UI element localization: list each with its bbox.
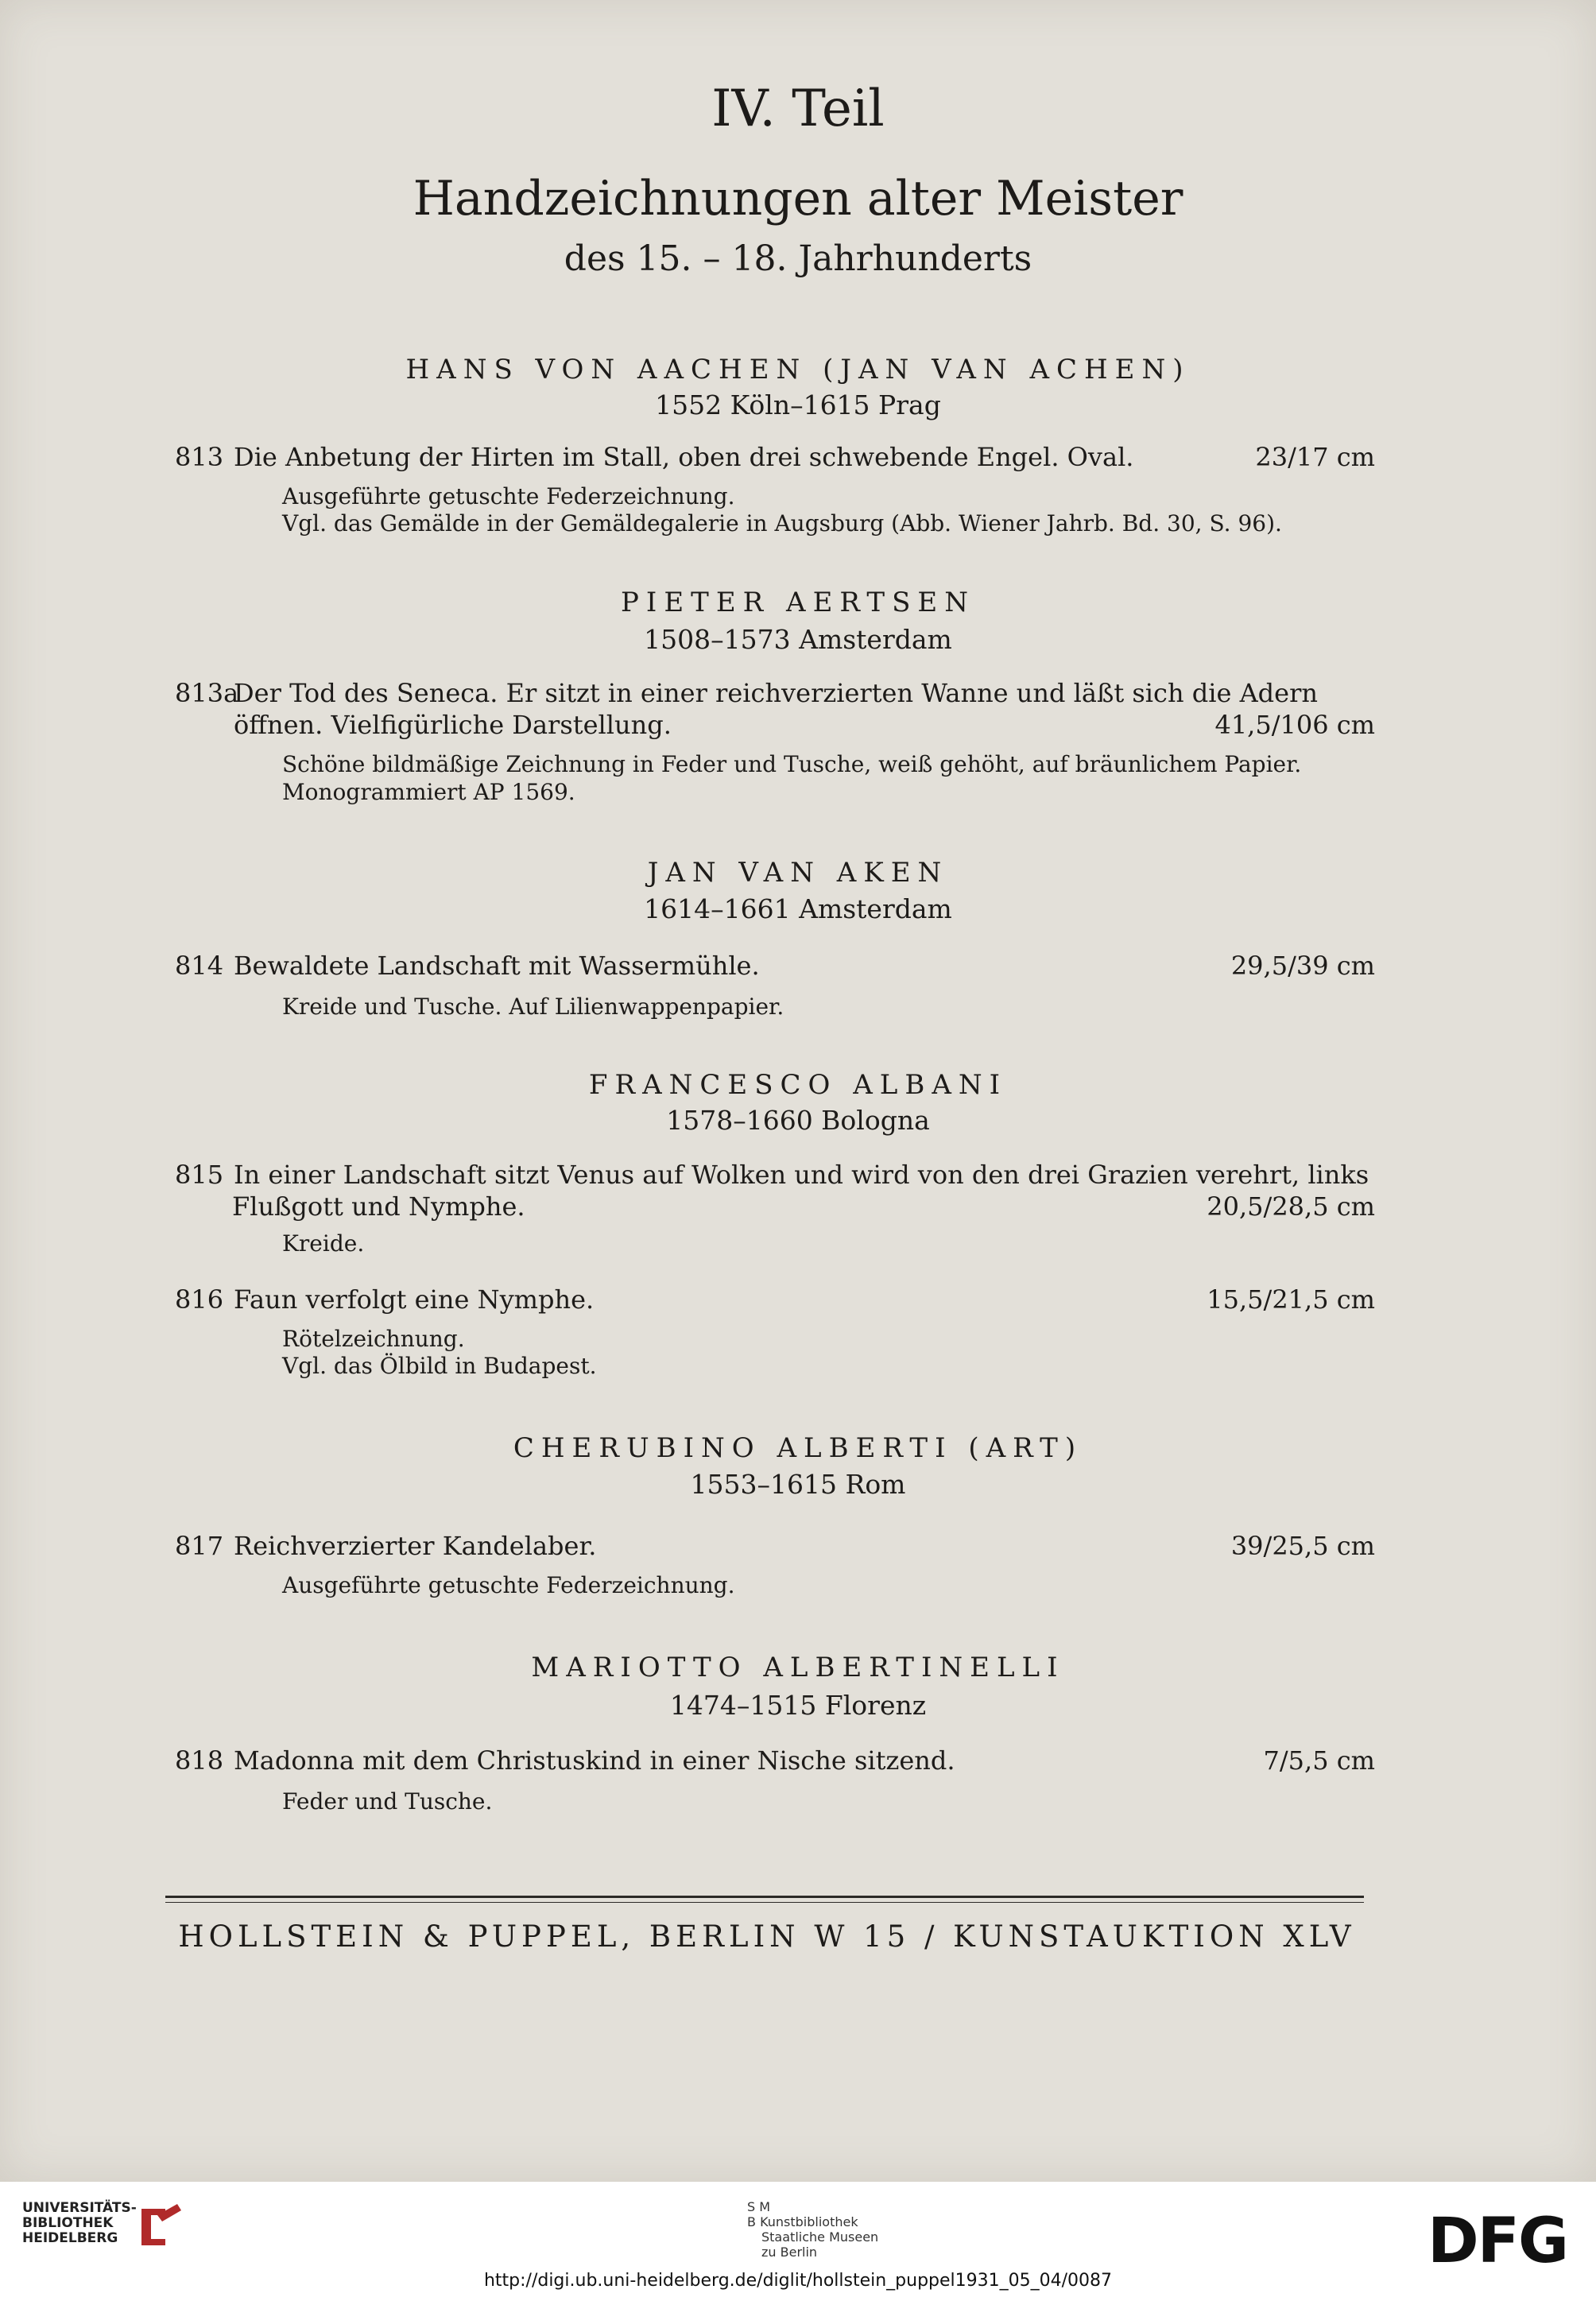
logo-text-line: HEIDELBERG — [22, 2230, 118, 2246]
entry-dimensions: 29,5/39 cm — [1230, 951, 1375, 981]
logo-text-line: B Kunstbibliothek — [747, 2214, 858, 2229]
catalog-entry-continued — [234, 709, 1375, 741]
catalog-entry — [175, 1530, 1375, 1562]
entry-note: Monogrammiert AP 1569. — [282, 779, 575, 805]
artist-dates: 1614–1661 Amsterdam — [644, 893, 952, 924]
catalog-entry — [175, 441, 1375, 473]
artist-name: HANS VON AACHEN (JAN VAN ACHEN) — [405, 354, 1191, 385]
artist-name: JAN VAN AKEN — [647, 857, 949, 889]
logo-text-line: zu Berlin — [761, 2245, 818, 2260]
entry-dimensions: 7/5,5 cm — [1263, 1745, 1375, 1776]
museum-logo[interactable] — [747, 2199, 878, 2260]
entry-text: Faun verfolgt eine Nymphe. — [234, 1284, 595, 1315]
entry-number: 816 — [175, 1284, 224, 1315]
entry-note: Vgl. das Ölbild in Budapest. — [282, 1353, 597, 1379]
artist-dates: 1508–1573 Amsterdam — [644, 624, 952, 655]
catalog-entry — [175, 950, 1375, 982]
entry-text: Reichverzierter Kandelaber. — [234, 1531, 597, 1561]
library-emblem-icon — [134, 2199, 189, 2255]
university-library-logo[interactable] — [22, 2201, 137, 2246]
main-title: Handzeichnungen alter Meister — [413, 171, 1183, 227]
entry-number: 813 — [175, 442, 224, 472]
page-url-link[interactable]: http://digi.ub.uni-heidelberg.de/diglit/hollstein_puppel1931_05_04/0087 — [483, 2271, 1113, 2291]
entry-number: 813a — [175, 678, 239, 708]
entry-text: öffnen. Vielfigürliche Darstellung. — [234, 710, 672, 740]
entry-dimensions: 23/17 cm — [1255, 442, 1375, 472]
catalog-entry — [175, 1284, 1375, 1315]
catalog-entry-continued — [232, 1191, 1375, 1222]
entry-dimensions: 39/25,5 cm — [1230, 1531, 1375, 1561]
artist-name: PIETER AERTSEN — [621, 587, 975, 618]
entry-dimensions: 20,5/28,5 cm — [1207, 1191, 1375, 1222]
page-footer: HOLLSTEIN & PUPPEL, BERLIN W 15 / KUNSTAUKTION XLV — [178, 1919, 1356, 1954]
entry-note: Rötelzeichnung. — [282, 1326, 465, 1352]
viewer-footer-bar — [0, 2182, 1596, 2297]
logo-text-line: S M — [747, 2199, 771, 2214]
catalog-entry — [175, 1745, 1375, 1776]
entry-note: Vgl. das Gemälde in der Gemäldegalerie in Augsburg (Abb. Wiener Jahrb. Bd. 30, S. 96). — [282, 510, 1282, 536]
logo-text-line: UNIVERSITÄTS- — [22, 2200, 137, 2216]
entry-note: Ausgeführte getuschte Federzeichnung. — [282, 483, 735, 509]
entry-number: 818 — [175, 1745, 224, 1776]
artist-dates: 1474–1515 Florenz — [669, 1690, 927, 1721]
artist-dates: 1578–1660 Bologna — [666, 1105, 930, 1136]
artist-name: MARIOTTO ALBERTINELLI — [531, 1652, 1065, 1683]
entry-dimensions: 41,5/106 cm — [1214, 710, 1375, 740]
entry-number: 814 — [175, 951, 224, 981]
entry-text: Flußgott und Nymphe. — [232, 1191, 525, 1222]
dfg-logo[interactable]: DFG — [1427, 2206, 1567, 2277]
entry-text: Die Anbetung der Hirten im Stall, oben drei schwebende Engel. Oval. — [234, 442, 1134, 472]
entry-dimensions: 15,5/21,5 cm — [1207, 1284, 1375, 1315]
entry-note: Schöne bildmäßige Zeichnung in Feder und Tusche, weiß gehöht, auf bräunlichem Papier. — [282, 751, 1302, 777]
entry-text: In einer Landschaft sitzt Venus auf Wolken und wird von den drei Grazien verehrt, links — [234, 1160, 1369, 1190]
sub-title: des 15. – 18. Jahrhunderts — [564, 238, 1032, 279]
catalog-entry — [175, 677, 1375, 709]
entry-note: Ausgeführte getuschte Federzeichnung. — [282, 1572, 735, 1598]
artist-name: CHERUBINO ALBERTI (ART) — [513, 1432, 1083, 1464]
entry-text: Der Tod des Seneca. Er sitzt in einer reichverzierten Wanne und läßt sich die Adern — [234, 678, 1318, 708]
entry-note: Kreide und Tusche. Auf Lilienwappenpapier. — [282, 994, 784, 1020]
catalog-entry — [175, 1159, 1375, 1191]
logo-text-line: Staatliche Museen — [761, 2229, 879, 2245]
entry-note: Kreide. — [282, 1230, 365, 1257]
entry-number: 815 — [175, 1160, 224, 1190]
part-title: IV. Teil — [711, 79, 885, 138]
footer-rule-thin — [165, 1902, 1364, 1903]
artist-dates: 1553–1615 Rom — [690, 1469, 906, 1500]
entry-text: Madonna mit dem Christuskind in einer Nische sitzend. — [234, 1745, 955, 1776]
entry-note: Feder und Tusche. — [282, 1788, 493, 1815]
logo-text-line: BIBLIOTHEK — [22, 2215, 114, 2231]
entry-text: Bewaldete Landschaft mit Wassermühle. — [234, 951, 760, 981]
entry-number: 817 — [175, 1531, 224, 1561]
footer-rule — [165, 1896, 1364, 1898]
artist-dates: 1552 Köln–1615 Prag — [655, 389, 941, 420]
artist-name: FRANCESCO ALBANI — [588, 1069, 1008, 1101]
